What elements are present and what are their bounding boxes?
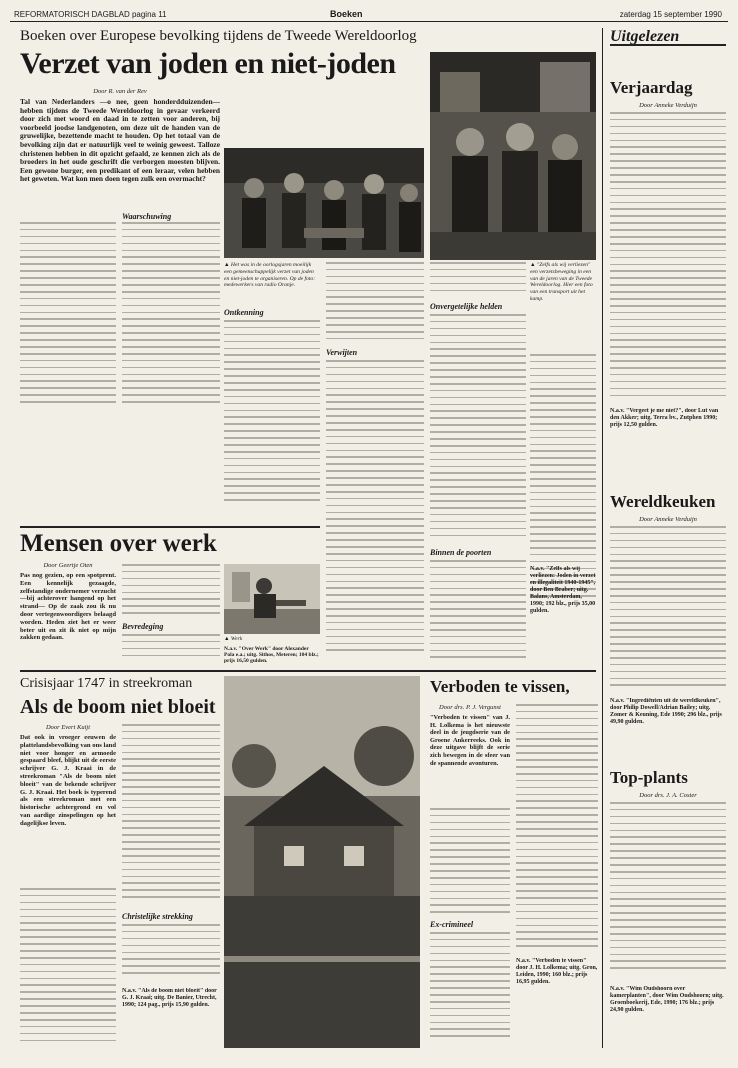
caption-mid: ▲ Het was in de oorlogsjaren moeilijk een gemeenschappelijk verzet van joden en niet-joden te organiseren. Op de foto: medewerkers van radio Oranje. bbox=[224, 262, 316, 289]
vissen-sub: Ex-crimineel bbox=[430, 920, 474, 929]
main-body-col-1 bbox=[20, 222, 116, 412]
main-body-col-2 bbox=[122, 222, 220, 412]
mensen-byline: Door Geertje Oten bbox=[43, 562, 93, 569]
main-body-col-4b bbox=[326, 360, 424, 660]
sub-binnen: Binnen de poorten bbox=[430, 548, 492, 557]
mensen-body-col-2a bbox=[122, 564, 220, 622]
crisis-lead: Dat ook in vroeger eeuwen de plattelandsbevolking van ons land niet voor honger en armoede gespaard bleef, blijkt uit de eerste schrijver G. J. Kraai in de streekroman "Als de boom niet bloeit" van de bekende schrijver G. J. Kraai. Het boek is typerend als een streekroman met een historische achtergrond en vol van aardige zinspelingen op het dagelijkse leven. bbox=[20, 734, 116, 827]
main-kicker: Boeken over Europese bevolking tijdens de Tweede Wereldoorlog bbox=[20, 28, 417, 44]
caption-right: ▲ "Zelfs als wij verliezen" een verzetsbeweging in een van de jaren van de Tweede Wereldoorlog. Hier een foto van een transport uit het kamp. bbox=[530, 262, 593, 302]
main-lead: Tal van Nederlanders —o nee, geen honderdduizenden— hebben tijdens de Tweede Wereldoorlog in gevaar verkeerd door zich met woord en daad in te zetten voor anderen, bij voorbeeld joodse landgenoten, om deze uit de handen van de gruwelijke, bezettende macht te houden. Op het totaal van de bevolking zijn dat er natuurlijk veel te weinig geweest. Talloze christenen hebben in dit opzicht gefaald, ze kennen zich als de broeders in het oude geschrift die verborgen moesten blijven. Een gewone burger, een predikant of een leraar, velen hebben het geweten. Wat kon men doen tegen zulk een overmacht? bbox=[20, 98, 220, 184]
sub-verwijten: Verwijten bbox=[326, 348, 358, 357]
sub-waarschuwing: Waarschuwing bbox=[122, 212, 220, 222]
vissen-byline: Door drs. P. J. Vergunst bbox=[439, 704, 501, 711]
crisis-title: Als de boom niet bloeit bbox=[20, 696, 216, 718]
topplants-body bbox=[610, 802, 726, 982]
photo-transport bbox=[430, 52, 596, 260]
section-name: Boeken bbox=[330, 9, 363, 19]
crisis-body-col-1 bbox=[20, 888, 116, 1048]
mensen-book-note: N.a.v. "Over Werk" door Alexander Pola e.a.; uitg. Sithos, Meteren; 104 blz.; prijs 16,50 gulden. bbox=[224, 646, 319, 665]
vissen-title: Verboden te vissen, bbox=[430, 677, 570, 696]
mensen-lead: Pas nog gezien, op een spotprent. Een kennelijk gezaagde, zelfstandige ondernemer verzucht —bij achterover hangend op het strand— Op de zaak zou ik nu door vertegenwoordigers belaagd worden. Heden ziet het er weer beter uit en zit ik niet op mijn zakken gedaan. bbox=[20, 572, 116, 642]
vissen-body-col-1b bbox=[430, 932, 510, 1048]
main-body-col-5b bbox=[430, 314, 526, 546]
mensen-sub: Bevredeging bbox=[122, 622, 164, 631]
vissen-lead: "Verboden te vissen" van J. H. Lolkema is het nieuwste deel in de jeugdserie van de Groene Ankerreeks. Ook in deze uitgave blijft de serie zich bewegen in de sfeer van de spannende avonturen. bbox=[430, 714, 510, 767]
main-body-col-4a bbox=[326, 262, 424, 346]
topplants-title: Top-plants bbox=[610, 768, 688, 787]
verjaardag-byline: Door Anneke Verduijn bbox=[639, 102, 697, 109]
main-body-col-3 bbox=[224, 320, 320, 510]
crisis-body-col-2b bbox=[122, 924, 220, 984]
verjaardag-title: Verjaardag bbox=[610, 78, 693, 97]
main-body-col-5a bbox=[430, 262, 526, 300]
sub-onvergetelijke: Onvergetelijke helden bbox=[430, 302, 503, 311]
sidebar-brand: Uitgelezen bbox=[610, 28, 726, 46]
verjaardag-body bbox=[610, 112, 726, 404]
wereldkeuken-title: Wereldkeuken bbox=[610, 492, 716, 511]
wereldkeuken-body bbox=[610, 526, 726, 696]
photo-resistance-group bbox=[224, 148, 424, 258]
wereldkeuken-byline: Door Anneke Verduijn bbox=[639, 516, 697, 523]
paper-name: REFORMATORISCH DAGBLAD pagina 11 bbox=[14, 10, 167, 19]
mensen-body-col-2b bbox=[122, 634, 220, 668]
verjaardag-book-note: N.a.v. "Vergeet je me niet?", door Lut van den Akker; uitg. Terra bv., Zutphen 1990; prijs 12,50 gulden. bbox=[610, 408, 719, 428]
mensen-title: Mensen over werk bbox=[20, 530, 217, 557]
vissen-body-col-1a bbox=[430, 808, 510, 918]
crisis-byline: Door Evert Kuijt bbox=[45, 724, 91, 731]
crisis-body-col-2a bbox=[122, 724, 220, 910]
main-byline: Door R. van der Rev bbox=[93, 88, 147, 95]
page-header bbox=[10, 8, 728, 22]
main-title: Verzet van joden en niet-joden bbox=[20, 48, 396, 80]
main-book-note: N.a.v. "Zelfs als wij verliezen: Joden in verzet en illegaliteit 1940-1945", door Ben Braber; uitg. Balans, Amsterdam, 1990; 192 blz., prijs 35,00 gulden. bbox=[530, 566, 596, 614]
photo-farmhouse bbox=[224, 676, 420, 1048]
rule-sidebar bbox=[602, 28, 603, 1048]
crisis-sub: Christelijke strekking bbox=[122, 912, 193, 921]
vissen-body-col-2 bbox=[516, 704, 598, 954]
newspaper-page bbox=[10, 8, 728, 1060]
photo-worker bbox=[224, 564, 320, 634]
topplants-book-note: N.a.v. "Wim Oudshoorn over kamerplanten", door Wim Oudshoorn; uitg. Groenboekerij, Ede, 1990; 176 blz.; prijs 24,90 gulden. bbox=[610, 986, 724, 1013]
vissen-book-note: N.a.v. "Verboden te vissen" door J. H. Lolkema; uitg. Gron, Leiden, 1990; 160 blz.; prijs 16,95 gulden. bbox=[516, 958, 598, 985]
crisis-kicker: Crisisjaar 1747 in streekroman bbox=[20, 676, 193, 691]
rule-mensen bbox=[20, 526, 320, 528]
rule-lower bbox=[20, 670, 596, 672]
sub-ontkenning: Ontkenning bbox=[224, 308, 264, 317]
crisis-book-note: N.a.v. "Als de boom niet bloeit" door G. J. Kraai; uitg. De Banier, Utrecht, 1990; 124 pag., prijs 15,90 gulden. bbox=[122, 988, 217, 1008]
mensen-photo-caption: ▲ Werk bbox=[224, 636, 243, 642]
main-body-col-5c bbox=[430, 560, 526, 664]
topplants-byline: Door drs. J. A. Coster bbox=[639, 792, 697, 799]
wereldkeuken-book-note: N.a.v. "Ingrediënten uit de wereldkeuken", door Philip Dowell/Adrian Bailey; uitg. Zomer & Keuning, Ede 1990; 296 blz., prijs 49,90 gulden. bbox=[610, 698, 722, 725]
issue-date: zaterdag 15 september 1990 bbox=[619, 10, 722, 19]
